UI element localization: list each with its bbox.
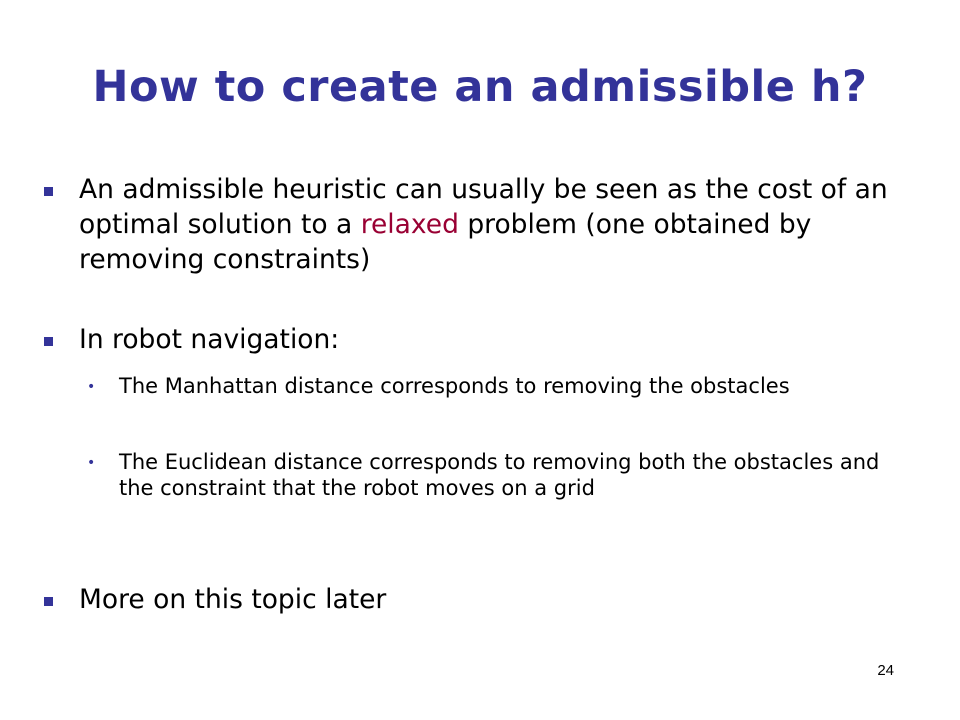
slide-title: How to create an admissible h? bbox=[92, 62, 868, 112]
sub-bullet-text-1: The Manhattan distance corresponds to removing the obstacles bbox=[119, 374, 790, 398]
bullet-text-2: In robot navigation: bbox=[79, 324, 340, 355]
bullet-item-1 bbox=[44, 172, 904, 277]
square-bullet-icon bbox=[44, 597, 53, 606]
page-number: 24 bbox=[877, 662, 894, 679]
square-bullet-icon bbox=[44, 187, 53, 196]
sub-bullet-item-2 bbox=[87, 449, 907, 501]
dot-bullet-icon: • bbox=[87, 379, 96, 395]
bullet-text-1 bbox=[79, 172, 904, 277]
sub-bullet-text-2: The Euclidean distance corresponds to removing both the obstacles and the constraint that the robot moves on a grid bbox=[119, 450, 880, 500]
bullet-item-2 bbox=[44, 322, 904, 357]
bullet-text-3: More on this topic later bbox=[79, 584, 387, 615]
bullet-text-1-after: problem (one obtained by removing constraints) bbox=[79, 209, 812, 275]
square-bullet-icon bbox=[44, 337, 53, 346]
dot-bullet-icon: • bbox=[87, 455, 96, 471]
bullet-item-3 bbox=[44, 582, 904, 617]
sub-bullet-item-1 bbox=[87, 373, 907, 399]
bullet-text-1-before: An admissible heuristic can usually be seen as the cost of an optimal solution to a bbox=[79, 174, 888, 240]
relaxed-highlight: relaxed bbox=[360, 209, 459, 240]
